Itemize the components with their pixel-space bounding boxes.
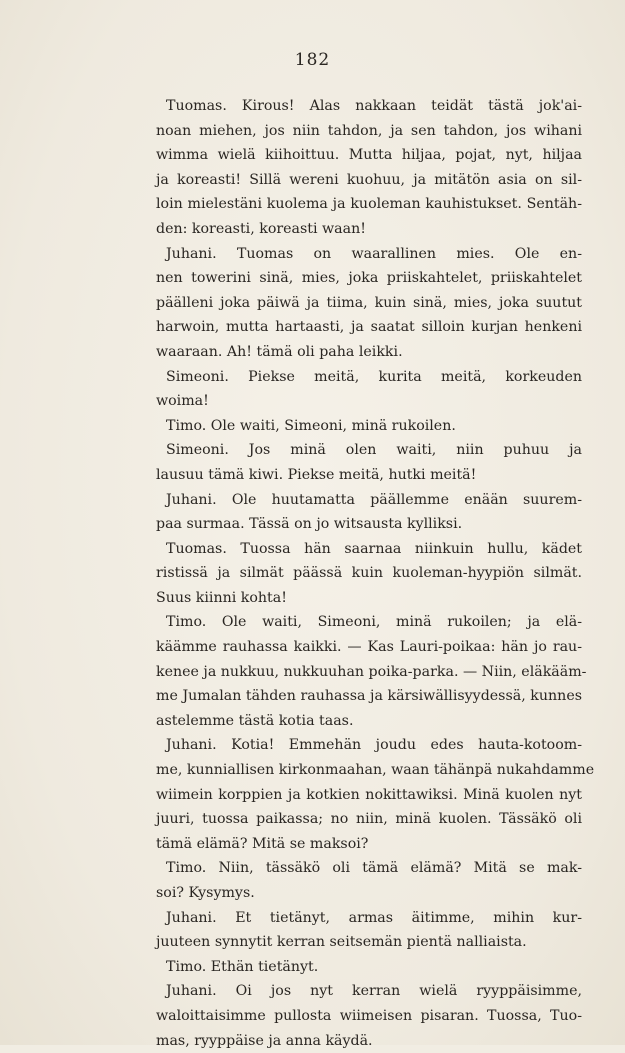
- text-line: Juhani. Tuomas on waarallinen mies. Ole en-: [166, 245, 582, 262]
- dialogue-text-block: [156, 94, 595, 1053]
- text-line: Timo. Ethän tietänyt.: [166, 958, 319, 975]
- text-line: Timo. Ole waiti, Simeoni, minä rukoilen; ja elä-: [166, 614, 582, 631]
- text-line: Tuomas. Tuossa hän saarnaa niinkuin hullu, kädet: [166, 540, 582, 557]
- text-line: ristissä ja silmät päässä kuin kuoleman-hyypiön silmät.: [156, 565, 582, 582]
- text-line: Timo. Ole waiti, Simeoni, minä rukoilen.: [166, 417, 456, 434]
- text-line: tämä elämä? Mitä se maksoi?: [156, 835, 369, 852]
- text-line: Simeoni. Piekse meitä, kurita meitä, korkeuden: [166, 368, 582, 385]
- text-line: Juhani. Et tietänyt, armas äitimme, mihin kur-: [166, 909, 582, 926]
- text-line: waaraan. Ah! tämä oli paha leikki.: [156, 343, 403, 360]
- text-line: mas, ryyppäise ja anna käydä.: [156, 1032, 373, 1049]
- text-line: me Jumalan tähden rauhassa ja kärsiwällisyydessä, kunnes: [156, 688, 582, 705]
- text-line: noan miehen, jos niin tahdon, ja sen tahdon, jos wihani: [156, 122, 582, 139]
- text-line: lausuu tämä kiwi. Piekse meitä, hutki meitä!: [156, 466, 477, 483]
- text-line: me, kunniallisen kirkonmaahan, waan tähänpä nukahdamme: [156, 762, 595, 779]
- text-line: wiimein korppien ja kotkien nokittawiksi. Minä kuolen nyt: [156, 786, 582, 803]
- text-line: kenee ja nukkuu, nukkuuhan poika-parka. — Niin, eläkääm-: [156, 663, 587, 680]
- page-number: 182: [294, 50, 331, 70]
- text-line: ja koreasti! Sillä wereni kuohuu, ja mitätön asia on sil-: [156, 171, 582, 188]
- text-line: juuri, tuossa paikassa; no niin, minä kuolen. Tässäkö oli: [156, 811, 582, 828]
- text-line: Juhani. Kotia! Emmehän joudu edes hauta-kotoom-: [166, 737, 582, 754]
- text-line: Tuomas. Kirous! Alas nakkaan teidät tästä jok'ai-: [166, 98, 582, 114]
- text-line: nen towerini sinä, mies, joka priiskahtelet, priiskahtelet: [156, 270, 582, 287]
- text-line: Simeoni. Jos minä olen waiti, niin puhuu ja: [166, 442, 582, 459]
- text-line: waloittaisimme pullosta wiimeisen pisaran. Tuossa, Tuo-: [156, 1007, 582, 1024]
- text-line: päälleni joka päiwä ja tiima, kuin sinä, mies, joka suutut: [156, 294, 582, 311]
- text-line: juuteen synnytit kerran seitsemän pientä nalliaista.: [156, 934, 527, 951]
- text-line: käämme rauhassa kaikki. — Kas Lauri-poikaa: hän jo rau-: [156, 639, 582, 656]
- text-line: den: koreasti, koreasti waan!: [156, 220, 366, 237]
- text-line: wimma wielä kiihoittuu. Mutta hiljaa, pojat, nyt, hiljaa: [156, 147, 582, 164]
- text-line: astelemme tästä kotia taas.: [156, 712, 354, 729]
- text-line: woima!: [156, 393, 209, 410]
- text-line: soi? Kysymys.: [156, 885, 255, 901]
- text-line: harwoin, mutta hartaasti, ja saatat silloin kurjan henkeni: [156, 319, 582, 336]
- text-line: paa surmaa. Tässä on jo witsausta kylliksi.: [156, 516, 463, 533]
- text-line: Juhani. Ole huutamatta päällemme enään suurem-: [166, 491, 582, 508]
- text-line: Juhani. Oi jos nyt kerran wielä ryyppäisimme,: [166, 983, 582, 1000]
- text-line: loin mielestäni kuolema ja kuoleman kauhistukset. Sentäh-: [156, 196, 582, 213]
- text-line: Suus kiinni kohta!: [156, 589, 287, 606]
- text-line: Timo. Niin, tässäkö oli tämä elämä? Mitä se mak-: [166, 860, 582, 877]
